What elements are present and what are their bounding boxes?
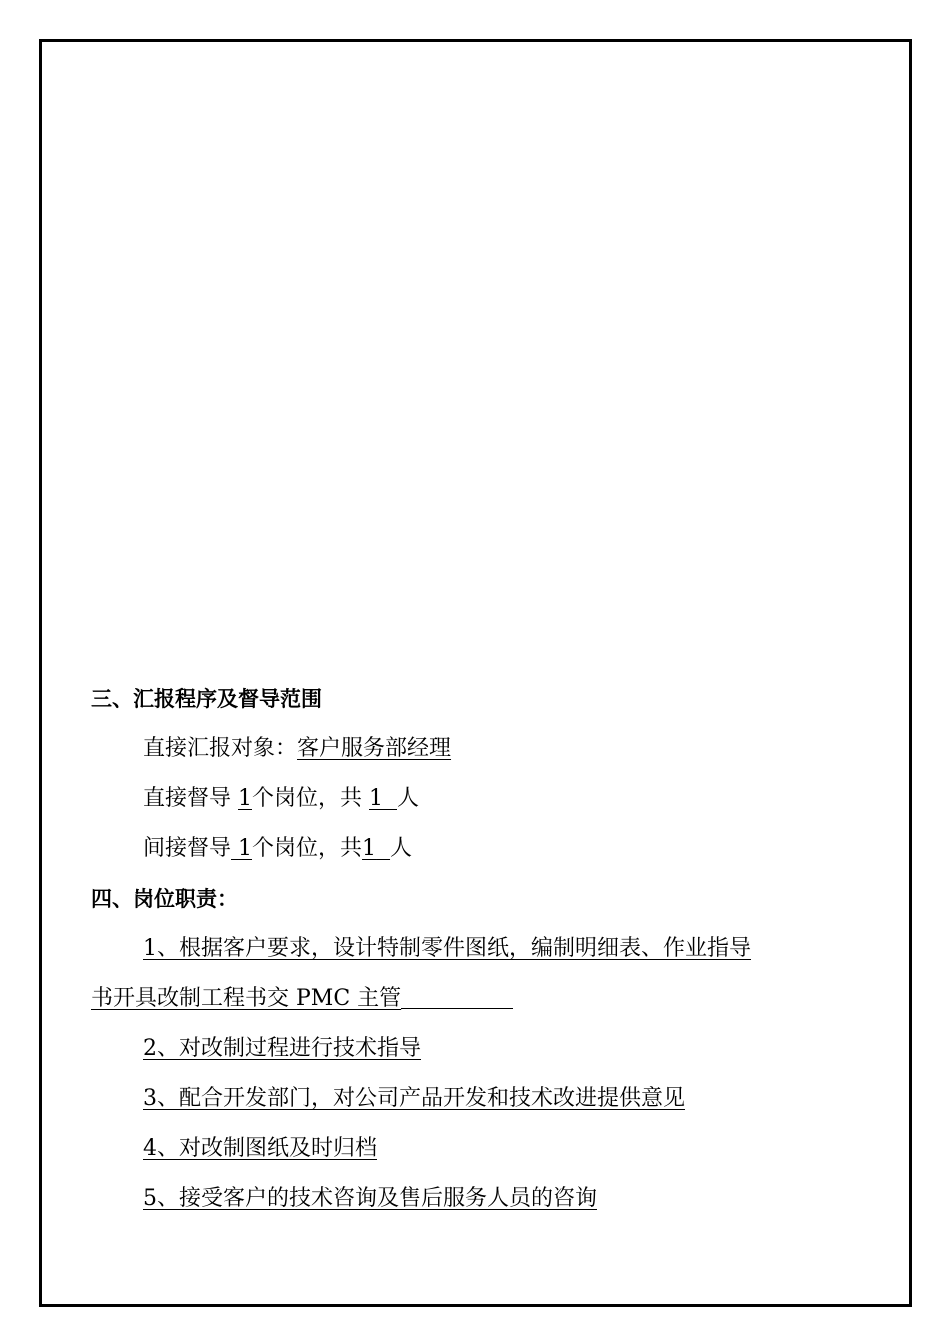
duty-item-4 <box>91 1124 871 1174</box>
indirect-position-text: 个岗位，共 <box>252 836 363 861</box>
direct-supervision-label: 直接督导 <box>143 786 238 811</box>
document-body <box>91 674 871 1224</box>
direct-position-count: 1 <box>238 786 252 811</box>
duty-1-trailing-underline <box>401 1007 513 1009</box>
duty-3-text: 3、配合开发部门，对公司产品开发和技术改进提供意见 <box>143 1086 685 1111</box>
direct-people-count: 1 <box>369 786 383 811</box>
duty-item-5 <box>91 1174 871 1224</box>
duty-item-2 <box>91 1024 871 1074</box>
direct-report-value: 客户服务部经理 <box>297 736 452 761</box>
duty-1-line-1: 1、根据客户要求，设计特制零件图纸，编制明细表、作业指导 <box>143 936 751 961</box>
duty-5-text: 5、接受客户的技术咨询及售后服务人员的咨询 <box>143 1186 597 1211</box>
section-3-heading: 三、汇报程序及督导范围 <box>91 687 322 711</box>
indirect-supervision-line <box>91 824 871 874</box>
direct-position-text: 个岗位，共 <box>252 786 369 811</box>
duty-4-text: 4、对改制图纸及时归档 <box>143 1136 377 1161</box>
indirect-people-unit: 人 <box>390 836 413 861</box>
duty-item-3 <box>91 1074 871 1124</box>
indirect-people-blank <box>376 824 390 874</box>
direct-supervision-line <box>91 774 871 824</box>
duty-1-line-2: 书开具改制工程书交 PMC 主管 <box>91 986 402 1011</box>
duty-item-1-continued <box>91 974 871 1024</box>
direct-people-unit: 人 <box>397 786 420 811</box>
indirect-supervision-label: 间接督导 <box>143 836 232 861</box>
indirect-position-blank <box>231 824 238 874</box>
direct-report-line <box>91 724 871 774</box>
duty-2-text: 2、对改制过程进行技术指导 <box>143 1036 421 1061</box>
indirect-people-count: 1 <box>362 836 377 861</box>
indirect-position-count: 1 <box>238 836 253 861</box>
direct-people-blank <box>383 774 397 824</box>
direct-report-label: 直接汇报对象： <box>143 736 298 761</box>
section-4-heading: 四、岗位职责： <box>91 887 238 911</box>
duty-item-1 <box>91 924 871 974</box>
